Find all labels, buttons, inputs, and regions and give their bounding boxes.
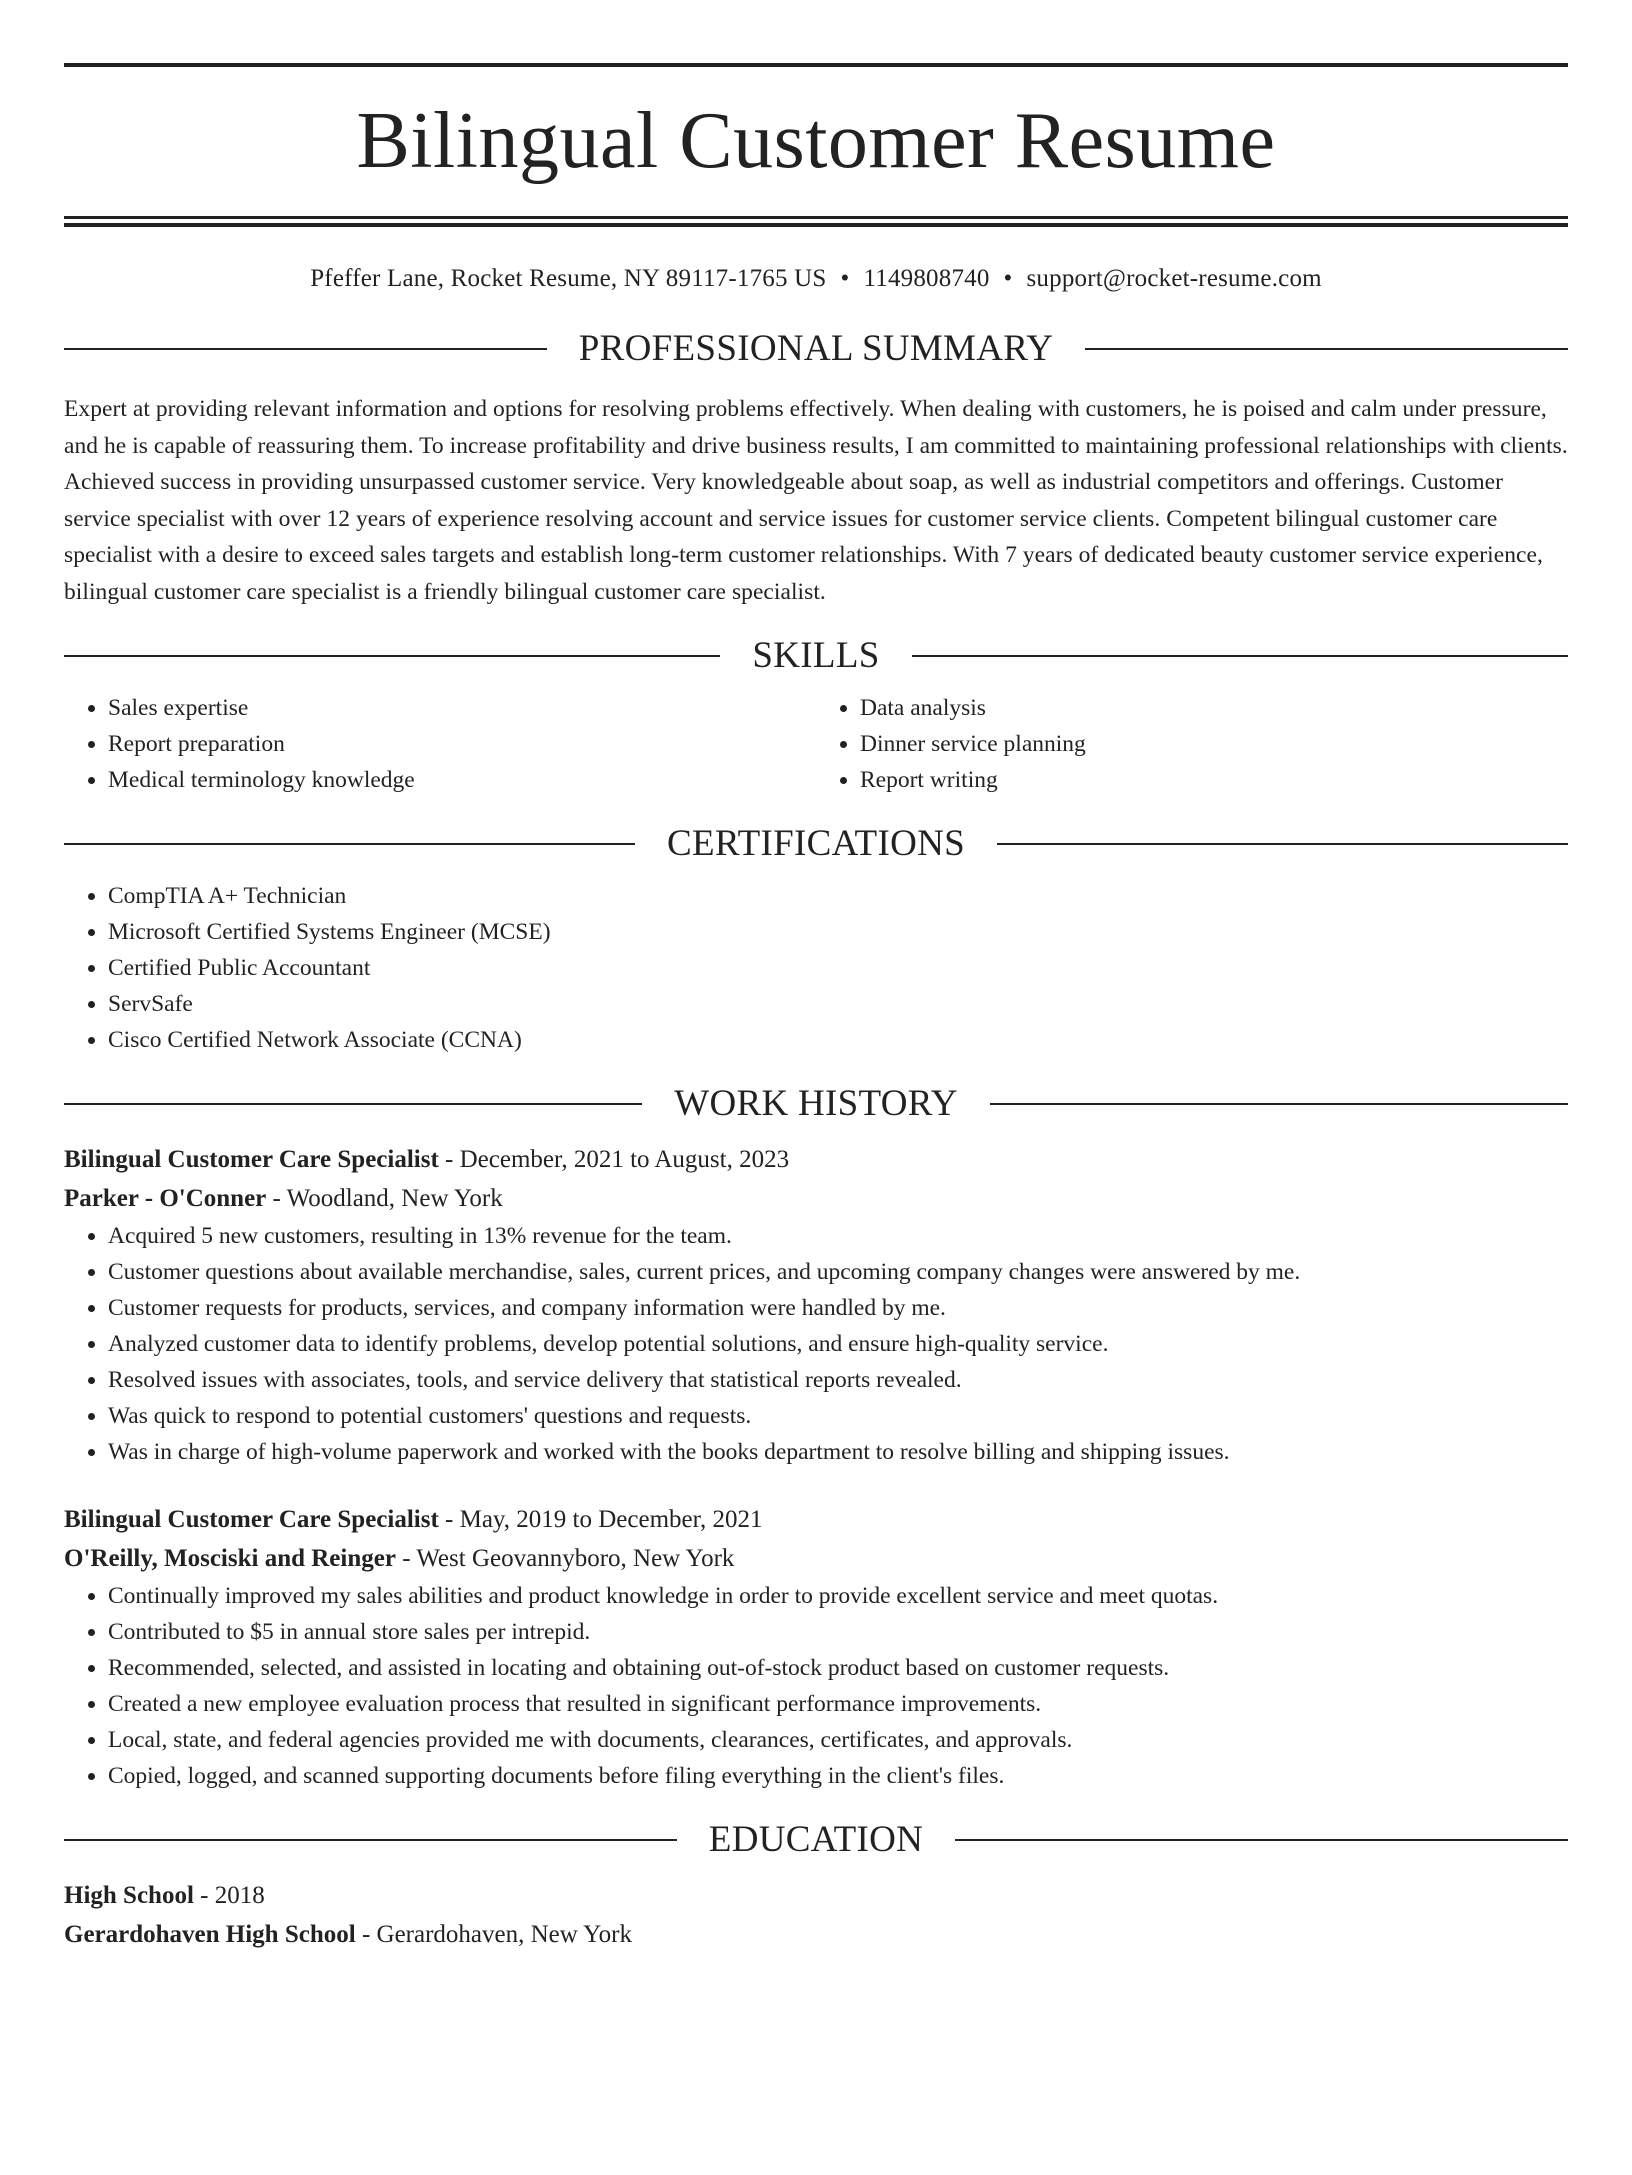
job-title-line [64,1500,1568,1539]
contact-line [64,263,1568,295]
education-degree-line [64,1876,1568,1915]
skill-item: • Medical terminology knowledge [108,762,816,798]
job-company: Parker - O'Conner [64,1185,267,1212]
skill-item: • Data analysis [860,690,1568,726]
certification-item: • Microsoft Certified Systems Engineer (MCSE) [108,914,1568,950]
skill-item: • Dinner service planning [860,726,1568,762]
contact-separator: • [840,265,850,292]
education-location: - Gerardohaven, New York [355,1921,633,1948]
education-school-line [64,1915,1568,1954]
job-title: Bilingual Customer Care Specialist [64,1506,439,1533]
heading-rule-left [64,843,635,845]
contact-separator: • [1003,265,1013,292]
job-bullet: • Copied, logged, and scanned supporting documents before filing everything in the client's files. [108,1758,1568,1794]
job-entry [64,1500,1568,1794]
heading-rule-right [912,655,1568,657]
skills-list-left [64,690,816,798]
skill-item: • Report preparation [108,726,816,762]
job-bullet: • Created a new employee evaluation process that resulted in significant performance improvements. [108,1686,1568,1722]
certifications-heading [64,822,1568,866]
heading-rule-right [955,1839,1568,1841]
job-bullet: • Contributed to $5 in annual store sales per intrepid. [108,1614,1568,1650]
education-degree: High School [64,1882,194,1909]
job-bullet: • Analyzed customer data to identify problems, develop potential solutions, and ensure high-quality service. [108,1326,1568,1362]
top-rule [64,63,1568,67]
certification-item: • Certified Public Accountant [108,950,1568,986]
job-bullet: • Resolved issues with associates, tools, and service delivery that statistical reports revealed. [108,1362,1568,1398]
heading-rule-left [64,655,720,657]
education-heading-label: EDUCATION [708,1819,924,1860]
job-bullet: • Customer requests for products, services, and company information were handled by me. [108,1290,1568,1326]
job-bullets [64,1578,1568,1794]
job-bullet: • Acquired 5 new customers, resulting in 13% revenue for the team. [108,1218,1568,1254]
job-entry [64,1140,1568,1470]
job-bullet: • Continually improved my sales abilities and product knowledge in order to provide excellent service and meet quotas. [108,1578,1568,1614]
education-entry [64,1876,1568,1954]
skills-list-right [816,690,1568,798]
job-title: Bilingual Customer Care Specialist [64,1146,439,1173]
heading-rule-left [64,1103,642,1105]
certifications-list [64,878,1568,1058]
job-bullet: • Was in charge of high-volume paperwork and worked with the books department to resolve billing and shipping issues. [108,1434,1568,1470]
heading-rule-right [997,843,1568,845]
summary-text: Expert at providing relevant information and options for resolving problems effectively. When dealing with customers, he is poised and calm under pressure, and he is capable of reassuring them. To increase profitability and drive business results, I am committed to maintaining professional relationships with clients. Achieved success in providing unsurpassed customer service. Very knowledgeable about soap, as well as industrial competitors and offerings. Customer service specialist with over 12 years of experience resolving account and service issues for customer service clients. Competent bilingual customer care specialist with a desire to exceed sales targets and establish long-term customer relationships. With 7 years of dedicated beauty customer service experience, bilingual customer care specialist is a friendly bilingual customer care specialist. [64,396,1568,605]
education-year: - 2018 [193,1882,265,1909]
contact-email: support@rocket-resume.com [1026,265,1322,292]
certifications-heading-label: CERTIFICATIONS [667,823,965,864]
heading-rule-right [990,1103,1568,1105]
summary-heading-label: PROFESSIONAL SUMMARY [578,328,1054,369]
work-history-heading-label: WORK HISTORY [674,1083,958,1124]
job-company-line [64,1179,1568,1218]
skills-grid [64,690,1568,798]
resume-title: Bilingual Customer Resume [356,97,1276,185]
skills-heading-label: SKILLS [752,635,880,676]
job-bullets [64,1218,1568,1470]
skills-heading [64,634,1568,678]
job-location: - Woodland, New York [266,1185,503,1212]
heading-rule-left [64,1839,677,1841]
job-bullet: • Local, state, and federal agencies provided me with documents, clearances, certificates, and approvals. [108,1722,1568,1758]
certification-item: • Cisco Certified Network Associate (CCNA) [108,1022,1568,1058]
resume-page [0,63,1632,2175]
job-bullet: • Customer questions about available merchandise, sales, current prices, and upcoming company changes were answered by me. [108,1254,1568,1290]
job-location: - West Geovannyboro, New York [395,1545,735,1572]
skill-item: • Report writing [860,762,1568,798]
work-history-heading [64,1082,1568,1126]
certification-item: • CompTIA A+ Technician [108,878,1568,914]
job-dates: - December, 2021 to August, 2023 [438,1146,790,1173]
education-heading [64,1818,1568,1862]
job-company: O'Reilly, Mosciski and Reinger [64,1545,396,1572]
education-school: Gerardohaven High School [64,1921,356,1948]
heading-rule-right [1085,348,1568,350]
summary-heading [64,327,1568,371]
double-rule [64,216,1568,227]
job-bullet: • Recommended, selected, and assisted in locating and obtaining out-of-stock product based on customer requests. [108,1650,1568,1686]
job-dates: - May, 2019 to December, 2021 [438,1506,763,1533]
certification-item: • ServSafe [108,986,1568,1022]
heading-rule-left [64,348,547,350]
job-title-line [64,1140,1568,1179]
contact-address: Pfeffer Lane, Rocket Resume, NY 89117-1765 US [310,265,827,292]
job-bullet: • Was quick to respond to potential customers' questions and requests. [108,1398,1568,1434]
contact-phone: 1149808740 [863,265,990,292]
skill-item: • Sales expertise [108,690,816,726]
job-company-line [64,1539,1568,1578]
